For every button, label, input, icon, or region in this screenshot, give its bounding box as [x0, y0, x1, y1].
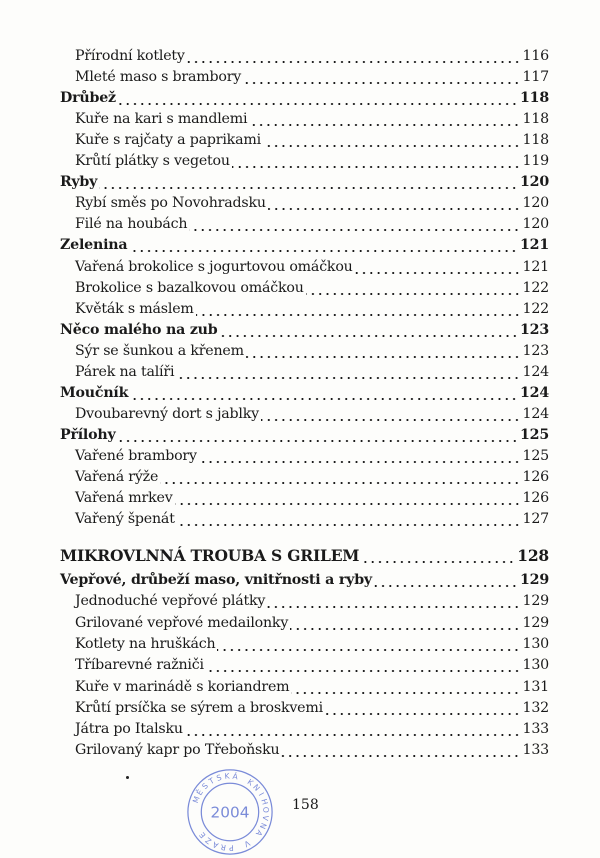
entry-title: MIKROVLNNÁ TROUBA S GRILEM — [60, 546, 360, 565]
entry-title: Mleté maso s brambory — [75, 69, 242, 86]
entry-page: 133 — [522, 721, 549, 738]
entry-page: 117 — [522, 69, 549, 86]
toc-entry — [60, 613, 549, 633]
entry-title: Vařený špenát — [75, 511, 175, 528]
entry-page: 128 — [517, 546, 549, 565]
toc-entry — [60, 488, 549, 508]
dot-leader — [206, 655, 521, 675]
stamp-letter: M — [190, 795, 202, 805]
toc-section — [60, 383, 549, 403]
entry-title: Vařená mrkev — [75, 490, 173, 507]
entry-title: Přírodní kotlety — [75, 48, 185, 64]
stamp-letter: H — [259, 797, 270, 806]
entry-page: 129 — [522, 593, 549, 610]
dot-leader — [185, 719, 521, 739]
dot-leader — [130, 383, 518, 403]
toc-section — [60, 172, 549, 192]
toc-chapter — [60, 546, 549, 566]
dot-leader — [291, 677, 520, 697]
stamp-letter: A — [211, 839, 220, 850]
toc-entry — [60, 341, 549, 361]
toc-entry — [60, 467, 549, 487]
stamp-year: 2004 — [210, 803, 250, 822]
toc-entry — [60, 151, 549, 171]
toc-entry — [60, 362, 549, 382]
entry-page: 127 — [522, 511, 549, 528]
entry-page: 124 — [522, 363, 549, 380]
toc-entry — [60, 591, 549, 611]
stamp-letter: T — [207, 776, 216, 787]
dot-leader — [189, 214, 520, 234]
dot-leader — [232, 151, 521, 171]
dot-leader — [220, 320, 518, 340]
stamp-letter: V — [260, 814, 271, 822]
entry-page: 119 — [522, 153, 549, 170]
dot-leader — [118, 88, 518, 108]
entry-title: Kotlety na hruškách — [75, 635, 216, 652]
entry-title: Kuře v marinádě s koriandrem — [75, 678, 290, 695]
stamp-letter: O — [261, 806, 271, 814]
stamp-letter: R — [219, 842, 227, 853]
toc-entry — [60, 130, 549, 150]
entry-page: 126 — [522, 490, 549, 507]
entry-title: Něco malého na zub — [60, 321, 218, 338]
dot-leader — [129, 235, 518, 255]
dot-leader — [118, 425, 518, 445]
entry-page: 129 — [519, 572, 549, 588]
dot-leader — [177, 509, 521, 529]
dot-leader — [99, 172, 518, 192]
toc-entry — [60, 46, 549, 66]
toc-entry — [60, 109, 549, 129]
entry-page: 122 — [522, 279, 549, 296]
entry-title: Krůtí prsíčka se sýrem a broskvemi — [75, 699, 323, 716]
library-stamp — [186, 768, 274, 856]
stamp-letter: Ě — [194, 787, 205, 797]
entry-title: Ryby — [60, 174, 98, 191]
dot-leader — [268, 193, 521, 213]
entry-page: 133 — [522, 742, 549, 759]
toc-entry — [60, 404, 549, 424]
dot-leader — [176, 362, 520, 382]
entry-title: Tříbarevné ražniči — [75, 657, 204, 674]
entry-page: 124 — [522, 405, 549, 422]
stamp-letter: Z — [203, 835, 214, 846]
entry-page: 125 — [519, 426, 549, 443]
entry-title: Grilovaný kapr po Třeboňsku — [75, 742, 280, 759]
entry-page: 130 — [522, 635, 549, 652]
entry-page: 120 — [519, 174, 549, 191]
toc-entry — [60, 655, 549, 675]
dot-leader — [267, 591, 520, 611]
toc-section — [60, 570, 549, 590]
entry-title: Filé na houbách — [75, 216, 188, 233]
entry-page: 122 — [522, 300, 549, 317]
entry-title: Brokolice s bazalkovou omáčkou — [75, 279, 304, 296]
stamp-letter: K — [224, 771, 230, 781]
entry-title: Vařená brokolice s jogurtovou omáčkou — [75, 258, 353, 275]
dot-leader — [374, 570, 518, 590]
toc-entry — [60, 193, 549, 213]
entry-page: 118 — [522, 111, 549, 128]
entry-title: Vařená rýže — [75, 469, 159, 485]
entry-title: Játra po Italsku — [75, 721, 183, 738]
entry-page: 132 — [522, 699, 549, 716]
dot-leader — [249, 109, 520, 129]
entry-title: Vařené brambory — [75, 447, 197, 464]
page-number: 158 — [292, 797, 319, 813]
dot-leader — [355, 257, 521, 277]
dot-leader — [281, 740, 520, 760]
dot-leader — [246, 341, 521, 361]
entry-page: 121 — [519, 237, 549, 254]
stamp-letter: Á — [231, 771, 239, 782]
entry-page: 121 — [522, 258, 549, 275]
toc-entry — [60, 740, 549, 760]
entry-page: 123 — [519, 321, 549, 338]
stamp-letter: P — [228, 843, 234, 853]
dot-leader — [217, 634, 520, 654]
toc-section — [60, 235, 549, 255]
entry-title: Vepřové, drůbeží maso, vnitřnosti a ryby — [60, 572, 372, 588]
dot-leader — [361, 546, 515, 566]
dot-leader — [199, 446, 521, 466]
dot-leader — [196, 299, 521, 319]
entry-title: Moučník — [60, 384, 129, 401]
toc-entry — [60, 719, 549, 739]
stamp-letter: A — [253, 828, 265, 838]
entry-title: Sýr se šunkou a křenem — [75, 342, 244, 359]
toc-section — [60, 88, 549, 108]
dot-leader — [175, 488, 521, 508]
toc-entry — [60, 677, 549, 697]
dot-leader — [160, 467, 520, 487]
dot-leader — [306, 278, 521, 298]
entry-page: 120 — [522, 195, 549, 212]
dot-leader — [290, 613, 520, 633]
toc-entry — [60, 67, 549, 87]
entry-title: Květák s máslem — [75, 300, 194, 317]
entry-page: 131 — [522, 678, 549, 695]
entry-page: 118 — [519, 90, 549, 107]
toc-entry — [60, 299, 549, 319]
entry-title: Párek na talíři — [75, 363, 175, 380]
entry-page: 129 — [522, 614, 549, 631]
stamp-letter: S — [215, 772, 223, 783]
entry-page: 120 — [522, 216, 549, 233]
toc-entry — [60, 257, 549, 277]
entry-title: Dvoubarevný dort s jablky — [75, 405, 259, 422]
dot-leader — [243, 67, 520, 87]
entry-page: 118 — [522, 132, 549, 149]
toc-entry — [60, 698, 549, 718]
entry-title: Krůtí plátky s vegetou — [75, 153, 230, 170]
toc-section — [60, 425, 549, 445]
entry-page: 126 — [522, 469, 549, 485]
entry-title: Kuře na kari s mandlemi — [75, 111, 248, 128]
dot-leader — [187, 46, 521, 66]
ink-dot — [126, 776, 129, 779]
dot-leader — [261, 404, 521, 424]
stamp-letter: N — [251, 782, 262, 793]
entry-page: 116 — [522, 48, 549, 64]
stamp-letter: I — [256, 791, 266, 798]
dot-leader — [263, 130, 521, 150]
toc-section — [60, 320, 549, 340]
entry-title: Kuře s rajčaty a paprikami — [75, 132, 261, 149]
toc-entry — [60, 214, 549, 234]
stamp-letter: N — [257, 821, 269, 831]
entry-title: Grilované vepřové medailonky — [75, 614, 289, 631]
dot-leader — [325, 698, 521, 718]
entry-title: Drůbež — [60, 90, 116, 107]
toc-entry — [60, 278, 549, 298]
entry-title: Zelenina — [60, 237, 128, 254]
entry-page: 125 — [522, 447, 549, 464]
toc-entry — [60, 446, 549, 466]
stamp-letter: S — [200, 781, 210, 792]
stamp-letter: E — [197, 830, 208, 840]
stamp-letter: V — [242, 838, 252, 849]
entry-title: Rybí směs po Novohradsku — [75, 195, 266, 212]
entry-page: 130 — [522, 657, 549, 674]
toc-entry — [60, 509, 549, 529]
entry-page: 124 — [519, 384, 549, 401]
entry-title: Jednoduché vepřové plátky — [75, 593, 266, 610]
toc-entry — [60, 634, 549, 654]
stamp-letter: K — [245, 777, 255, 788]
entry-page: 123 — [522, 342, 549, 359]
entry-title: Přílohy — [60, 426, 116, 443]
